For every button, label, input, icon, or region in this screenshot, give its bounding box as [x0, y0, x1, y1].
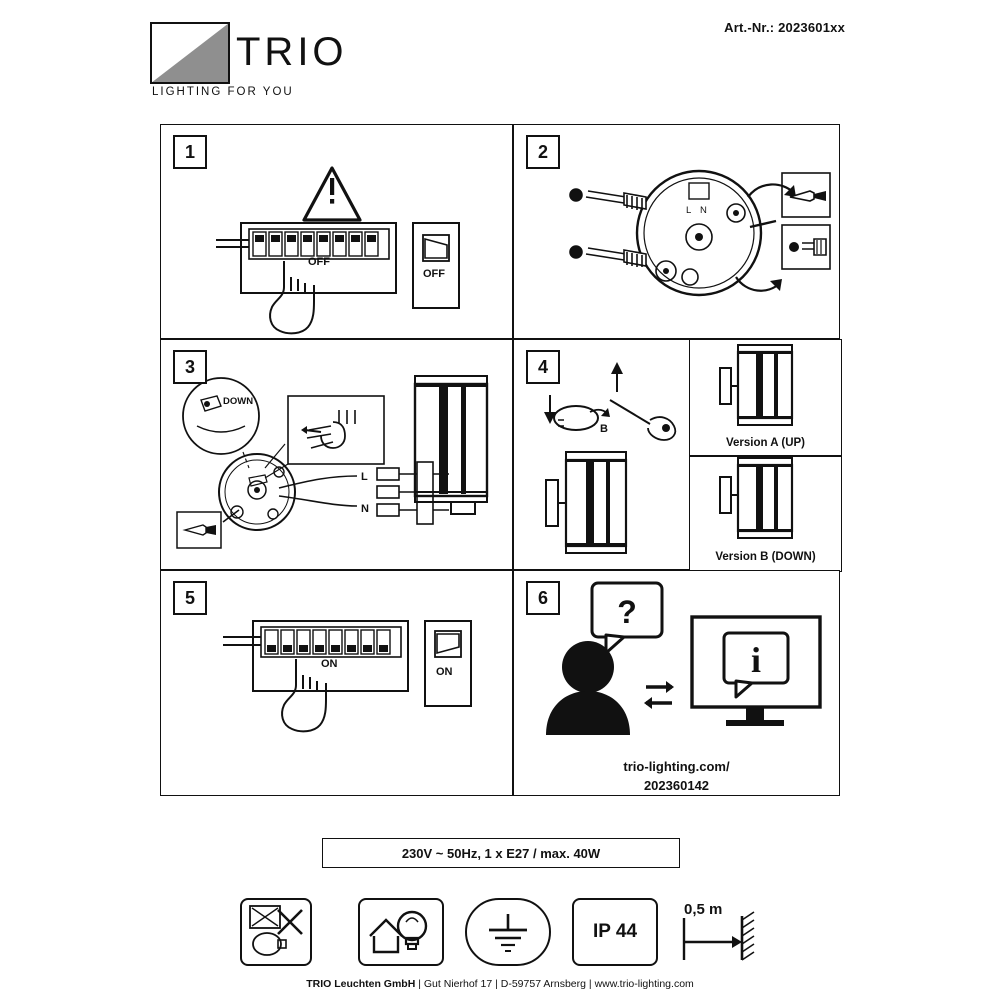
version-b-label: Version B (DOWN) — [715, 551, 816, 563]
version-b-box — [689, 456, 842, 572]
logo-mark-icon — [150, 22, 230, 84]
step-number-4: 4 — [526, 350, 560, 384]
warning-triangle-icon — [304, 168, 360, 220]
mounting-plate-icon — [637, 171, 761, 295]
bulb-insert-icon — [544, 362, 675, 440]
step-panel-1 — [160, 124, 513, 339]
step-1-off-label-left: OFF — [308, 256, 330, 268]
ip-rating-icon — [572, 898, 658, 966]
tool-box-screwdriver-small — [177, 512, 221, 548]
article-number: Art.-Nr.: 2023601xx — [724, 20, 845, 35]
version-a-illustration — [690, 340, 840, 430]
version-b-illustration — [690, 457, 840, 547]
step-panel-6 — [513, 570, 840, 796]
svg-text:N: N — [700, 205, 707, 216]
wall-switch-icon — [413, 223, 459, 308]
tool-box-dowel — [782, 225, 830, 269]
logo-tagline: LIGHTING FOR YOU — [152, 86, 294, 98]
terminal-label-L: L — [361, 471, 368, 483]
step-number-2: 2 — [526, 135, 560, 169]
protective-earth-icon — [465, 898, 551, 966]
fuse-box-on-icon — [223, 621, 408, 691]
step-number-1: 1 — [173, 135, 207, 169]
step-4-label-b: B — [600, 423, 608, 435]
spec-bar — [322, 838, 680, 868]
footer-sep-1: | — [418, 978, 421, 990]
detail-circle-icon — [183, 378, 259, 454]
svg-text:DOWN: DOWN — [223, 396, 254, 407]
footer-street: Gut Nierhof 17 — [423, 978, 493, 990]
spec-text: 230V ~ 50Hz, 1 x E27 / max. 40W — [401, 845, 601, 861]
monitor-info-icon — [692, 617, 820, 726]
trio-logo — [150, 22, 390, 114]
footer-sep-3: | — [588, 978, 592, 990]
step-panel-4 — [513, 339, 840, 570]
pointing-hand-icon — [270, 261, 314, 333]
exchange-arrows-icon — [644, 681, 674, 709]
question-mark: ? — [617, 594, 637, 630]
info-mark: i — [750, 640, 762, 680]
footer — [0, 978, 1000, 990]
screw-and-dowel-icons — [570, 189, 646, 267]
version-a-box — [689, 339, 842, 456]
footer-company: TRIO Leuchten GmbH — [306, 978, 416, 990]
indoor-outdoor-bulb-icon — [358, 898, 444, 966]
step-5-on-label-left: ON — [321, 658, 338, 670]
step-5-on-label-right: ON — [436, 666, 453, 678]
mounting-plate-wired-icon — [219, 454, 295, 530]
symbol-row — [240, 898, 760, 966]
person-icon — [546, 641, 630, 735]
step-4-illustration — [514, 340, 714, 571]
minimum-distance-icon — [680, 898, 760, 966]
step-panel-5 — [160, 570, 513, 796]
version-a-label: Version A (UP) — [725, 437, 806, 449]
minimum-distance-label: 0,5 m — [684, 901, 723, 918]
steps-grid — [160, 124, 840, 796]
step-panel-3 — [160, 339, 513, 570]
step-panel-2 — [513, 124, 840, 339]
step-2-illustration — [514, 125, 841, 340]
wall-switch-on-icon — [425, 621, 471, 706]
step-number-6: 6 — [526, 581, 560, 615]
footer-city: D-59757 Arnsberg — [500, 978, 586, 990]
svg-text:L: L — [686, 205, 692, 216]
step-1-off-label-right: OFF — [423, 268, 445, 280]
lamp-version-b-preview — [546, 452, 626, 553]
wire-detail-box — [288, 396, 384, 464]
question-bubble-icon — [592, 583, 662, 653]
terminal-label-N: N — [361, 503, 369, 515]
step-5-illustration — [161, 571, 514, 797]
no-disposal-icon — [240, 898, 312, 966]
step-3-illustration — [161, 340, 514, 571]
step-6-illustration — [514, 575, 841, 755]
fuse-box-icon — [216, 223, 396, 293]
logo-brand-name: TRIO — [236, 30, 348, 74]
step-number-3: 3 — [173, 350, 207, 384]
pointing-hand-on-icon — [282, 659, 326, 731]
step-number-5: 5 — [173, 581, 207, 615]
footer-website[interactable]: www.trio-lighting.com — [594, 978, 694, 990]
footer-sep-2: | — [495, 978, 498, 990]
support-link-line2[interactable]: 202360142 — [643, 778, 710, 793]
step-1-illustration — [161, 125, 514, 340]
support-link-line1[interactable]: trio-lighting.com/ — [623, 759, 730, 774]
ip-rating-label: IP 44 — [592, 921, 638, 942]
